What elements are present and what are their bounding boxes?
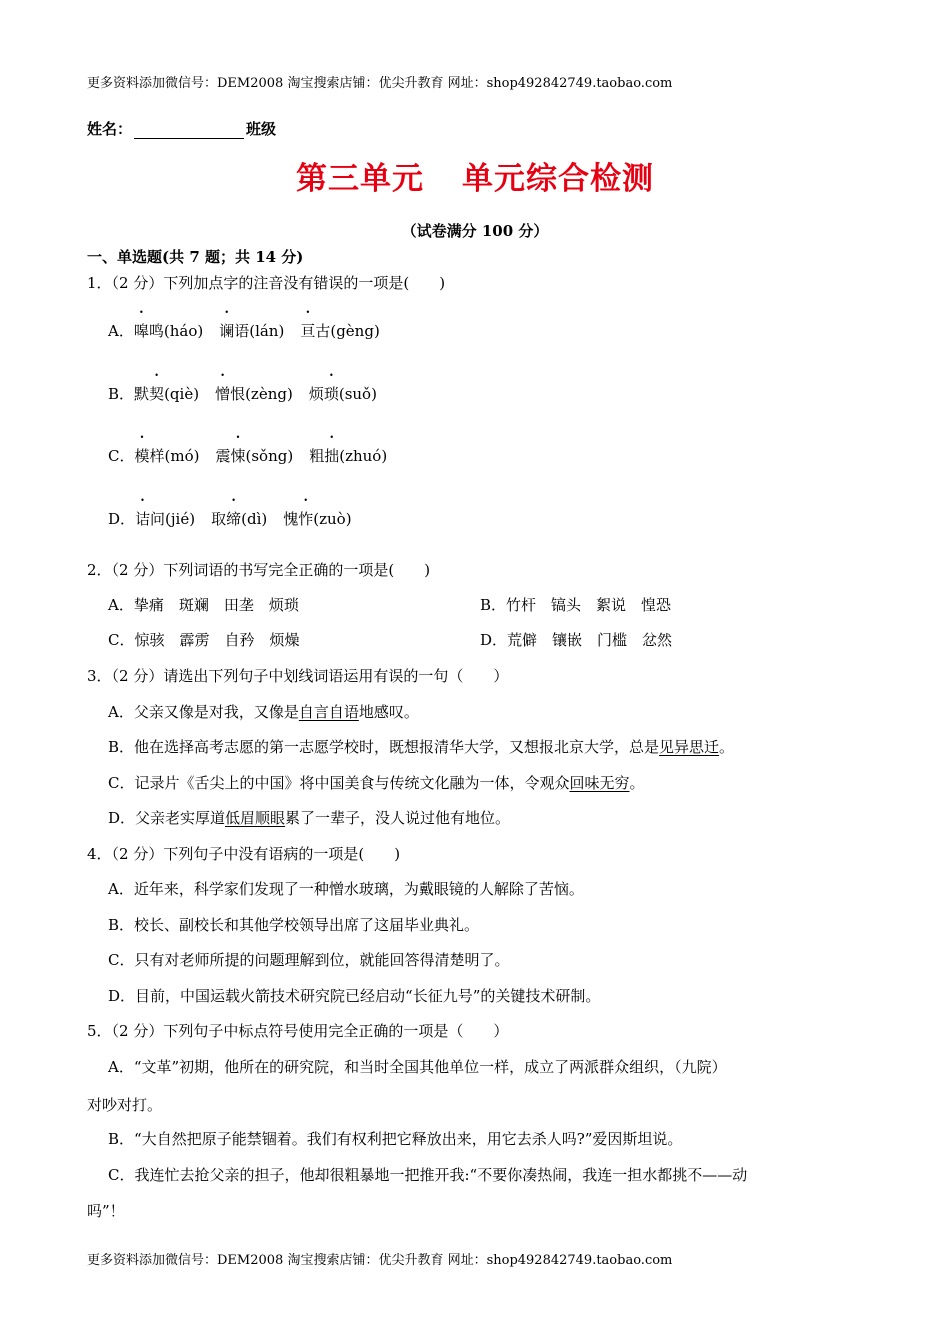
q1-option-b[interactable] [108, 383, 393, 404]
q3-option-a[interactable]: A．父亲又像是对我，又像是自言自语地感叹。 [108, 703, 419, 721]
name-class-line [87, 118, 276, 139]
q2-option-c[interactable]: C．惊骇 霹雳 自矜 烦燥 [108, 631, 300, 649]
option-word: 默契(qiè) [134, 385, 200, 403]
q4-stem: 4．（2 分）下列句子中没有语病的一项是( ) [87, 845, 401, 863]
q4-option-a[interactable]: A．近年来，科学家们发现了一种憎水玻璃，为戴眼镜的人解除了苦恼。 [108, 880, 584, 898]
q1-option-d[interactable] [108, 508, 368, 529]
q3-stem: 3．（2 分）请选出下列句子中划线词语运用有误的一句（ ） [87, 667, 509, 685]
option-word: 诘问(jié) [135, 510, 196, 528]
option-label: C． [108, 447, 135, 465]
q4-option-c[interactable]: C．只有对老师所提的问题理解到位，就能回答得清楚明了。 [108, 951, 510, 969]
option-word: 憎恨(zèng) [215, 385, 293, 403]
option-word: 粗拙(zhuó) [309, 447, 388, 465]
option-word: 震悚(sǒng) [215, 447, 294, 465]
title-part1: 第三单元 [296, 161, 424, 197]
option-word: 嗥鸣(háo) [133, 322, 204, 340]
name-label: 姓名： [87, 120, 133, 138]
q3-option-b[interactable]: B．他在选择高考志愿的第一志愿学校时，既想报清华大学，又想报北京大学，总是见异思迁。 [108, 738, 735, 756]
q2-option-b[interactable]: B．竹杆 镐头 絮说 惶恐 [480, 596, 672, 614]
q1-option-a[interactable] [108, 320, 396, 341]
underlined-term: 低眉顺眼 [225, 809, 286, 827]
page-header: 更多资料添加微信号：DEM2008 淘宝搜索店铺：优尖升教育 网址：shop492842749.taobao.com [87, 76, 673, 91]
q3-option-d[interactable]: D．父亲老实厚道低眉顺眼累了一辈子，没人说过他有地位。 [108, 809, 511, 827]
underlined-term: 自言自语 [298, 703, 359, 721]
q2-option-d[interactable]: D．荒僻 镶嵌 门槛 忿然 [480, 631, 673, 649]
option-word: 取缔(dì) [211, 510, 268, 528]
q1-stem: 1．（2 分）下列加点字的注音没有错误的一项是( ) [87, 274, 446, 292]
q2-option-a[interactable]: A．挚痛 斑斓 田垄 烦琐 [108, 596, 299, 614]
option-word: 谰语(lán) [219, 322, 285, 340]
underlined-term: 回味无穷 [569, 774, 630, 792]
q1-option-c[interactable] [108, 445, 403, 466]
title-part2: 单元综合检测 [462, 161, 654, 197]
q5-option-c-cont: 吗”！ [87, 1202, 125, 1220]
q2-stem: 2．（2 分）下列词语的书写完全正确的一项是( ) [87, 561, 431, 579]
section-heading: 一、单选题(共 7 题；共 14 分) [87, 248, 304, 266]
option-word: 模样(mó) [134, 447, 200, 465]
page-title [0, 153, 950, 198]
q4-option-d[interactable]: D．目前，中国运载火箭技术研究院已经启动“长征九号”的关键技术研制。 [108, 987, 601, 1005]
class-label: 班级 [246, 120, 277, 138]
q5-option-a[interactable]: A．“文革”初期，他所在的研究院，和当时全国其他单位一样，成立了两派群众组织，（九院） [108, 1058, 727, 1076]
q5-option-b[interactable]: B．“大自然把原子能禁锢着。我们有权利把它释放出来，用它去杀人吗?”爱因斯坦说。 [108, 1130, 683, 1148]
page-footer: 更多资料添加微信号：DEM2008 淘宝搜索店铺：优尖升教育 网址：shop492842749.taobao.com [87, 1253, 673, 1268]
q4-option-b[interactable]: B．校长、副校长和其他学校领导出席了这届毕业典礼。 [108, 916, 480, 934]
option-word: 愧怍(zuò) [283, 510, 352, 528]
underlined-term: 见异思迁 [659, 738, 720, 756]
subtitle: （试卷满分 100 分） [401, 222, 549, 240]
q3-option-c[interactable]: C．记录片《舌尖上的中国》将中国美食与传统文化融为一体，令观众回味无穷。 [108, 774, 645, 792]
option-label: B． [108, 385, 135, 403]
option-label: A． [108, 322, 134, 340]
q5-option-c[interactable]: C．我连忙去抢父亲的担子，他却很粗暴地一把推开我:“不要你凑热闹，我连一担水都挑不——动 [108, 1166, 748, 1184]
option-label: D． [108, 510, 136, 528]
name-blank[interactable] [134, 124, 244, 139]
q5-stem: 5．（2 分）下列句子中标点符号使用完全正确的一项是（ ） [87, 1022, 509, 1040]
option-word: 亘古(gèng) [300, 322, 380, 340]
q5-option-a-cont: 对吵对打。 [87, 1096, 163, 1114]
option-word: 烦琐(suǒ) [308, 385, 377, 403]
